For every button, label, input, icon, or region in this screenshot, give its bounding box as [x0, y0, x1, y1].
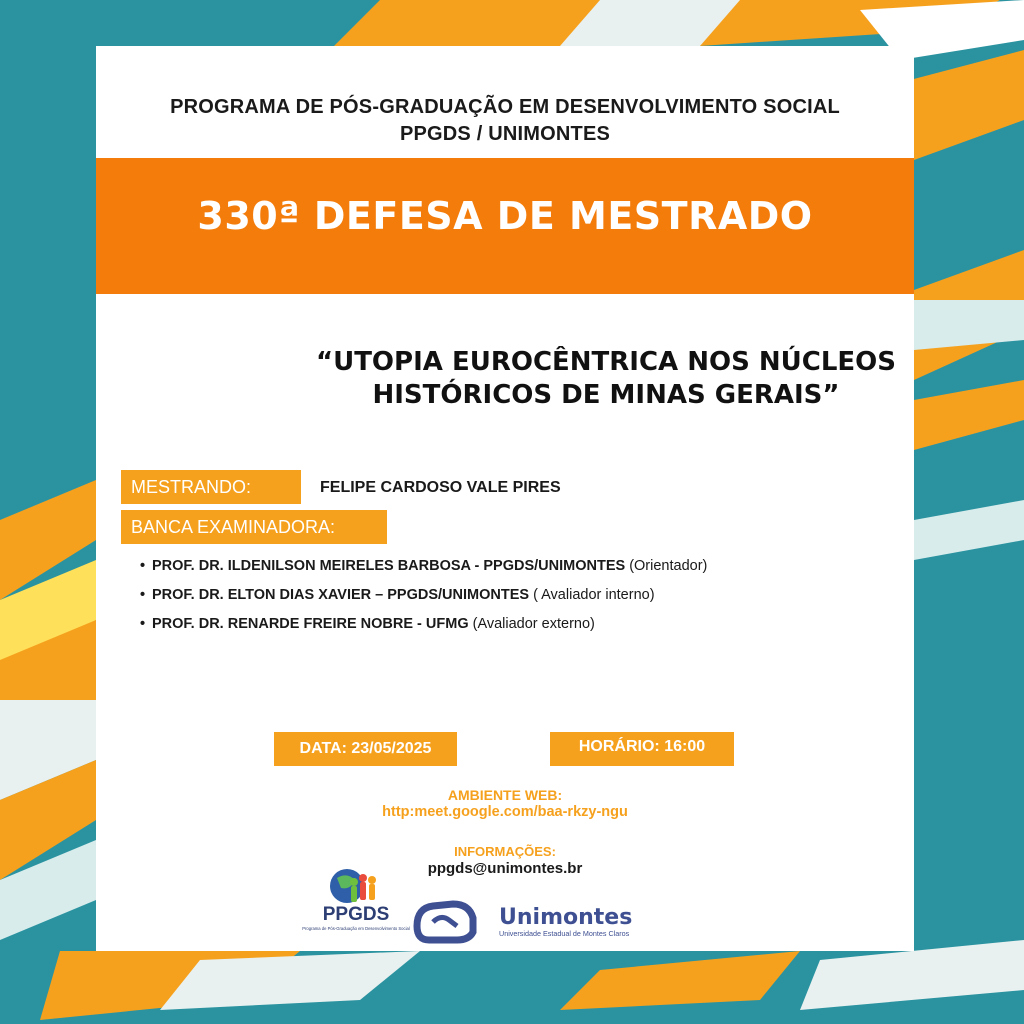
- ppgds-logo: [302, 864, 410, 946]
- committee-label: BANCA EXAMINADORA:: [121, 510, 387, 544]
- member-role: ( Avaliador interno): [529, 587, 655, 603]
- event-title: 330ª DEFESA DE MESTRADO: [197, 194, 813, 238]
- student-name: FELIPE CARDOSO VALE PIRES: [320, 479, 561, 496]
- member-role: (Avaliador externo): [468, 616, 595, 632]
- committee-list: [140, 558, 707, 645]
- thesis-title-line2: HISTÓRICOS DE MINAS GERAIS”: [372, 380, 840, 410]
- ppgds-logo-subtitle: Programa de Pós-Graduação em Desenvolvimento Social: [302, 926, 410, 931]
- student-label: MESTRANDO:: [121, 470, 301, 504]
- program-subtitle: PPGDS / UNIMONTES: [399, 123, 611, 145]
- contact-email[interactable]: ppgds@unimontes.br: [427, 860, 583, 877]
- date-badge: DATA: 23/05/2025: [274, 732, 457, 766]
- committee-member: • PROF. DR. RENARDE FREIRE NOBRE - UFMG (Avaliador externo): [140, 616, 595, 632]
- member-role: (Orientador): [625, 558, 708, 574]
- committee-member: • PROF. DR. ILDENILSON MEIRELES BARBOSA - PPGDS/UNIMONTES (Orientador): [140, 558, 708, 574]
- member-name: PROF. DR. ELTON DIAS XAVIER – PPGDS/UNIMONTES: [152, 587, 530, 603]
- unimontes-logo-subtitle: Universidade Estadual de Montes Claros: [499, 929, 630, 938]
- web-label: AMBIENTE WEB:: [447, 787, 563, 803]
- info-label: INFORMAÇÕES:: [454, 844, 556, 859]
- member-name: PROF. DR. RENARDE FREIRE NOBRE - UFMG: [152, 616, 469, 632]
- thesis-title-line1: “UTOPIA EUROCÊNTRICA NOS NÚCLEOS: [316, 347, 896, 377]
- event-banner: [96, 158, 914, 294]
- unimontes-logo: [413, 896, 643, 946]
- time-badge: HORÁRIO: 16:00: [550, 732, 734, 766]
- committee-member: • PROF. DR. ELTON DIAS XAVIER – PPGDS/UNIMONTES ( Avaliador interno): [140, 587, 655, 603]
- unimontes-logo-text: Unimontes: [499, 905, 633, 930]
- program-title: PROGRAMA DE PÓS-GRADUAÇÃO EM DESENVOLVIMENTO SOCIAL: [170, 96, 840, 118]
- member-name: PROF. DR. ILDENILSON MEIRELES BARBOSA - PPGDS/UNIMONTES: [152, 558, 626, 574]
- meeting-link[interactable]: http:meet.google.com/baa-rkzy-ngu: [382, 804, 628, 820]
- ppgds-logo-text: PPGDS: [322, 904, 390, 925]
- thesis-title: [256, 346, 956, 412]
